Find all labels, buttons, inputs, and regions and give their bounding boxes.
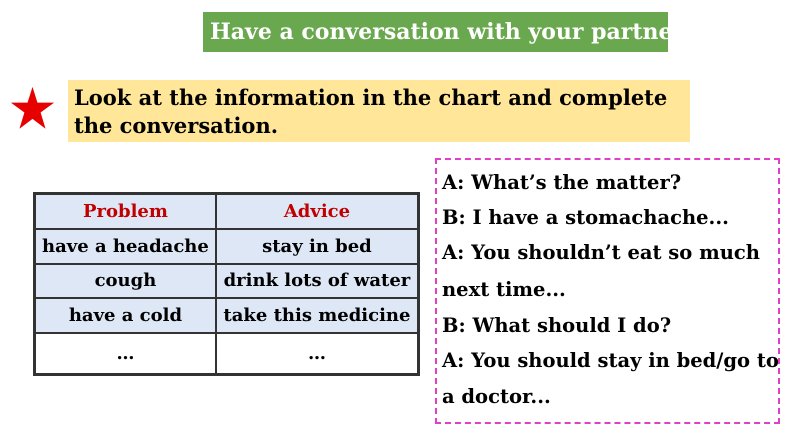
table-row bbox=[35, 229, 418, 264]
conversation-line: next time... bbox=[442, 278, 566, 301]
conversation-line: a doctor... bbox=[442, 385, 551, 408]
advice-cell: drink lots of water bbox=[216, 264, 418, 299]
star-icon bbox=[10, 86, 55, 131]
problem-cell: cough bbox=[35, 264, 216, 299]
problem-advice-table bbox=[33, 192, 420, 376]
table-row bbox=[35, 298, 418, 333]
table-header-row bbox=[35, 194, 418, 229]
instruction-box: Look at the information in the chart and complete the conversation. bbox=[68, 80, 690, 142]
problem-cell: … bbox=[35, 333, 216, 374]
header-advice: Advice bbox=[216, 194, 418, 229]
problem-cell: have a headache bbox=[35, 229, 216, 264]
advice-cell: … bbox=[216, 333, 418, 374]
conversation-line: B: I have a stomachache... bbox=[442, 206, 729, 229]
title-banner: Have a conversation with your partner. bbox=[203, 12, 668, 52]
table-row bbox=[35, 264, 418, 299]
conversation-line: A: You shouldn’t eat so much bbox=[442, 241, 760, 264]
header-problem: Problem bbox=[35, 194, 216, 229]
problem-cell: have a cold bbox=[35, 298, 216, 333]
conversation-line: A: What’s the matter? bbox=[442, 171, 682, 194]
conversation-line: B: What should I do? bbox=[442, 314, 672, 337]
conversation-line: A: You should stay in bed/go to bbox=[442, 349, 779, 372]
table-row bbox=[35, 333, 418, 374]
advice-cell: stay in bed bbox=[216, 229, 418, 264]
advice-cell: take this medicine bbox=[216, 298, 418, 333]
